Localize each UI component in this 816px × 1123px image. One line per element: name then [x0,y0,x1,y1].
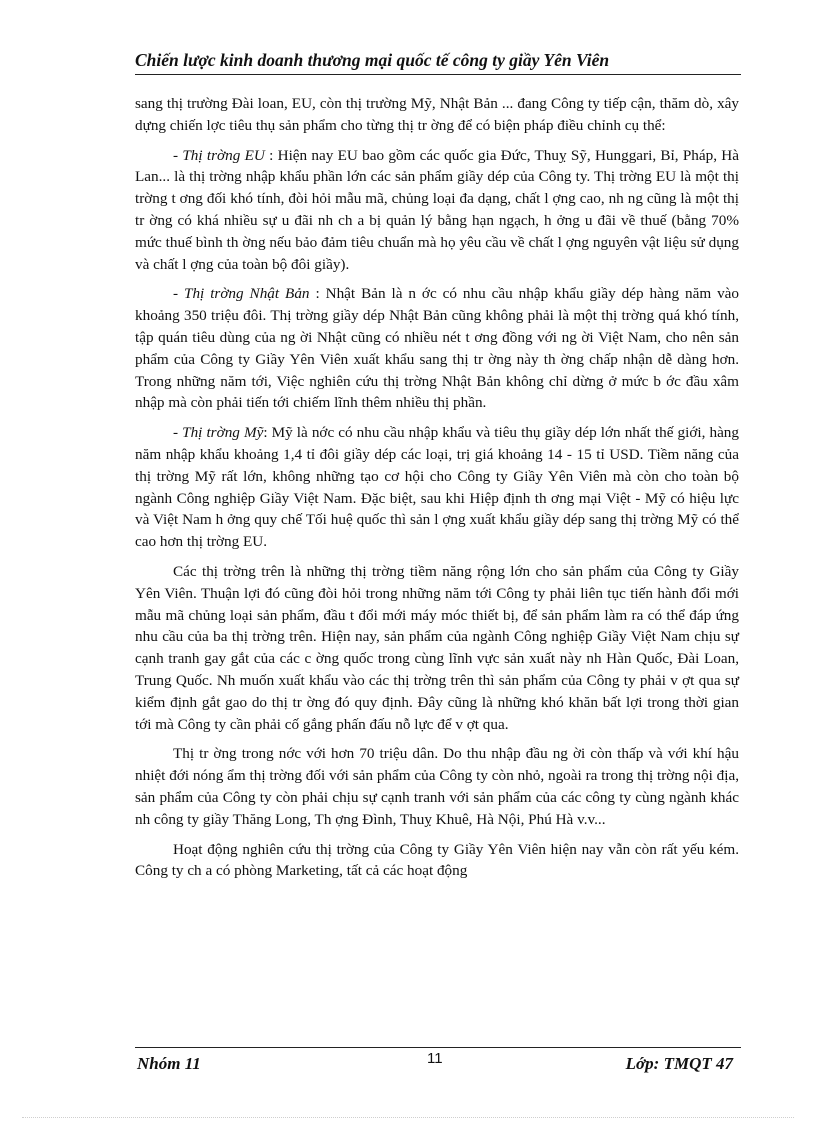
body-text [135,93,739,890]
paragraph-text: Thị tr ờng trong nớc với hơn 70 triệu dân. Do thu nhập đầu ng ời còn thấp và với khí hậu nhiệt đới nóng ẩm thị trờng đối với sản phẩm của Công ty còn nhỏ, ngoài ra trong thị trờng nội địa, sản phẩm của Công ty còn phải chịu sự cạnh tranh với sản phẩm của các công ty cùng ngành khác nh công ty giầy Thăng Long, Th ợng Đình, Thuỵ Khuê, Hà Nội, Phú Hà v.v... [135,745,739,828]
document-title: Chiến lược kinh doanh thương mại quốc tế công ty giầy Yên Viên [135,50,610,70]
paragraph-text: Hoạt động nghiên cứu thị trờng của Công ty Giầy Yên Viên hiện nay vẫn còn rất yếu kém. Công ty ch a có phòng Marketing, tất cả các hoạt động [135,840,739,880]
paragraph-eu-market [135,145,739,276]
paragraph [135,839,739,883]
page-number: 11 [427,1050,443,1067]
paragraph-text: sang thị trường Đài loan, EU, còn thị trường Mỹ, Nhật Bản ... đang Công ty tiếp cận, thăm dò, xây dựng chiến lợc tiêu thụ sản phẩm cho từng thị tr ờng để có biện pháp điều chỉnh cụ thể: [135,95,739,134]
page-footer [135,1047,741,1078]
market-label: - Thị trờng Nhật Bản [173,285,310,303]
paragraph-text: Các thị trờng trên là những thị trờng tiềm năng rộng lớn cho sản phẩm của Công ty Giầy Yên Viên. Thuận lợi đó cũng đòi hỏi trong những năm tới Công ty phải liên tục tiến hành đổi mới mẫu mã chủng loại sản phẩm, đầu t đổi mới máy móc thiết bị, để sản phẩm làm ra có thể đáp ứng nhu cầu của ba thị trờng trên. Hiện nay, sản phẩm của ngành Công nghiệp Giầy Việt Nam chịu sự cạnh tranh gay gắt của các c ờng quốc trong cùng lĩnh vực sản xuất này nh Hàn Quốc, Đài Loan, Trung Quốc. Nh muốn xuất khẩu vào các thị trờng trên thì sản phẩm của Công ty phải v ợt qua sự kiểm định gắt gao do thị tr ờng đó quy định. Đây cũng là những khó khăn bất lợi trong thời gian tới mà Công ty cần phải cố gắng phấn đấu nỗ lực để v ợt qua. [135,562,739,733]
paragraph [135,743,739,830]
paragraph-text: : Hiện nay EU bao gồm các quốc gia Đức, Thuỵ Sỹ, Hunggari, Bỉ, Pháp, Hà Lan... là thị trờng nhập khẩu phần lớn các sản phẩm giầy dép của Công ty. Thị trờng EU là một thị trờng t ơng đối khó tính, đòi hỏi mẫu mã, chủng loại đa dạng, chất l ợng cao, nh ng cũng là một thị tr ờng có khá nhiều sự u đãi nh ch a bị quản lý bằng hạn ngạch, h ởng u đãi về thuế (bằng 70% mức thuế bình th ờng nếu bảo đảm tiêu chuẩn mà họ yêu cầu về chất l ợng nguyên vật liệu sử dụng và chất l ợng của toàn bộ đôi giầy). [135,146,739,273]
market-label: - Thị trờng EU [173,146,265,164]
paragraph-japan-market [135,283,739,414]
paragraph-us-market [135,422,739,553]
paragraph [135,93,739,137]
page-header [135,48,741,75]
paragraph-text: : Mỹ là nớc có nhu cầu nhập khẩu và tiêu thụ giầy dép lớn nhất thế giới, hàng năm nhập khẩu khoảng 1,4 tỉ đôi giầy dép các loại, trị giá khoảng 14 - 15 tỉ USD. Tiềm năng của thị trờng Mỹ rất lớn, không những tạo cơ hội cho Công ty Giầy Yên Viên mà còn cho toàn bộ ngành Công nghiệp Giầy Việt Nam. Đặc biệt, sau khi Hiệp định th ơng mại Việt - Mỹ có hiệu lực và Việt Nam h ởng quy chế Tối huệ quốc thì sản l ợng xuất khẩu giầy dép sang thị trờng Mỹ có thể cao hơn thị trờng EU. [135,424,739,551]
group-label: Nhóm 11 [137,1054,201,1073]
paragraph-text: : Nhật Bản là n ớc có nhu cầu nhập khẩu giầy dép hàng năm vào khoảng 350 triệu đôi. Thị trờng giầy dép Nhật Bản cũng không phải là một thị trờng quá khó tính, tập quán tiêu dùng của ng ời Nhật cũng có nhiều nét t ơng đồng với ng ời Việt Nam, cho nên sản phẩm của Công ty Giầy Yên Viên xuất khẩu sang thị tr ờng này th ờng chấp nhận dễ dàng hơn. Trong những năm tới, Việc nghiên cứu thị trờng Nhật Bản không chỉ dừng ở mức b ớc đầu xâm nhập mà còn phải tiến tới chiếm lĩnh thêm nhiều thị phần. [135,285,739,412]
market-label: - Thị trờng Mỹ [173,424,264,442]
page-bottom-divider [22,1117,794,1118]
class-label: Lớp: TMQT 47 [625,1054,733,1073]
paragraph [135,561,739,735]
